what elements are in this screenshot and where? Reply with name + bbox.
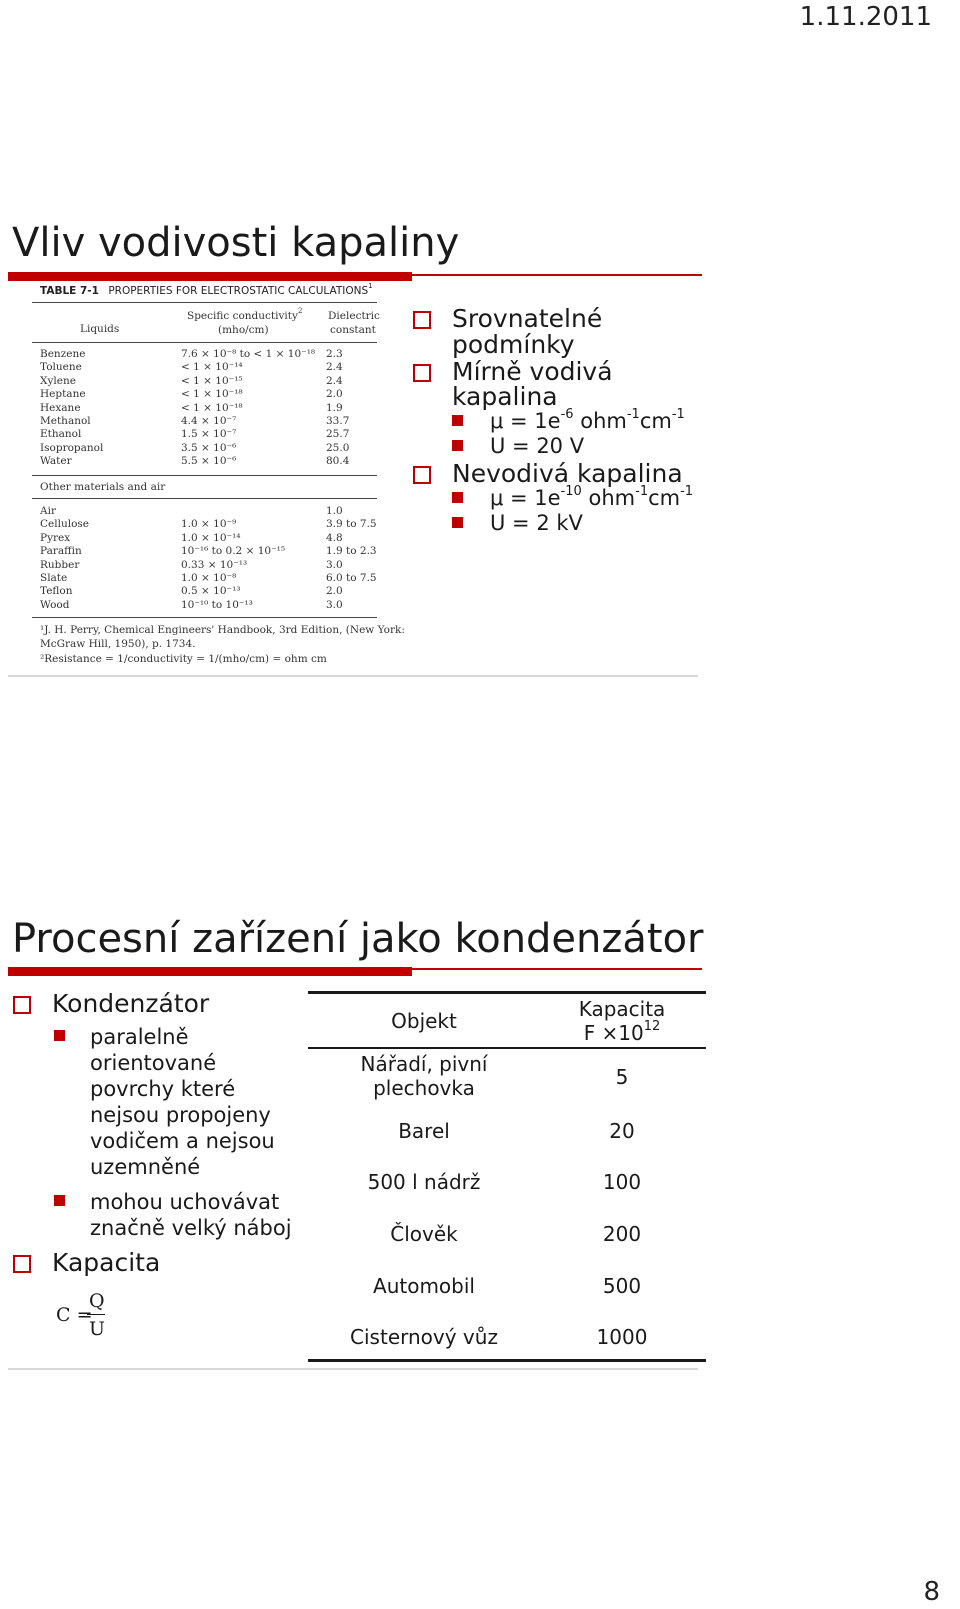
page-number: 8 [923, 1577, 940, 1607]
filled-square-bullet-icon [452, 492, 463, 503]
material-name: Slate [40, 572, 68, 584]
material-name: Hexane [40, 401, 81, 414]
capacitance-formula [56, 1292, 116, 1342]
formula-lhs: C = [56, 1304, 93, 1326]
text-line: vodičem a nejsou [90, 1129, 275, 1153]
table-row [40, 545, 380, 558]
conductivity-value: 1.0 × 10⁻¹⁴ [181, 531, 241, 544]
table-rule [32, 498, 377, 499]
dielectric-value: 2.3 [326, 348, 343, 360]
table-cell-object: 500 l nádrž [367, 1170, 481, 1194]
open-square-bullet-icon [413, 311, 431, 329]
filled-square-bullet-icon [452, 440, 463, 451]
slide-title: Procesní zařízení jako kondenzátor [12, 916, 704, 962]
conductivity-value: 0.33 × 10⁻¹³ [181, 558, 248, 571]
table-row [40, 505, 380, 518]
bullet-mu-1e-6 [490, 408, 685, 434]
title-underline [8, 272, 412, 281]
table-rule [32, 475, 377, 476]
formula-denominator: U [89, 1318, 106, 1340]
table-row [40, 559, 380, 572]
header-objekt: Objekt [391, 1009, 457, 1033]
dielectric-value: 2.4 [326, 374, 343, 387]
slide-title: Vliv vodivosti kapaliny [12, 220, 460, 266]
table-row [40, 361, 380, 374]
table-bottom-rule [308, 1359, 706, 1362]
formula-numerator: Q [89, 1290, 105, 1312]
table-cell-object: Člověk [390, 1222, 458, 1246]
text-line: uzemněné [90, 1155, 201, 1179]
dielectric-value: 4.8 [326, 531, 343, 544]
col-header-conductivity [187, 306, 303, 322]
dielectric-value: 2.4 [326, 361, 343, 374]
col-header-conductivity-line2: (mho/cm) [218, 324, 269, 336]
filled-square-bullet-icon [54, 1030, 65, 1041]
table-row [40, 599, 380, 612]
table-cell-object: Automobil [373, 1274, 475, 1298]
material-name: Methanol [40, 415, 91, 427]
material-name: Cellulose [40, 518, 90, 531]
slide2-bottom-rule [8, 1368, 698, 1370]
table-cell-object: Cisternový vůz [350, 1325, 498, 1349]
conductivity-value: 3.5 × 10⁻⁶ [181, 441, 237, 454]
table-row [40, 402, 380, 415]
bullet-paralelne-orientovane [90, 1024, 275, 1180]
table-rule [32, 302, 377, 303]
table-row [40, 532, 380, 545]
conductivity-value: 10⁻¹⁰ to 10⁻¹³ [181, 598, 253, 611]
bullet-mu-1e-10 [490, 485, 693, 511]
dielectric-value: 25.7 [326, 428, 350, 441]
table-caption-text: PROPERTIES FOR ELECTROSTATIC CALCULATIONS [108, 285, 369, 297]
table-cell-object: Barel [398, 1119, 450, 1143]
other-materials-heading: Other materials and air [40, 481, 166, 493]
material-name: Air [40, 505, 56, 517]
table-cell-value: 5 [615, 1065, 629, 1089]
unit-cm: cm [648, 486, 681, 510]
material-name: Toluene [40, 361, 82, 374]
bullet-mirne-vodiva-line1: Mírně vodivá [452, 357, 613, 386]
bullet-srovnatelne-line2: podmínky [452, 330, 575, 359]
mu-value: μ = 1e [490, 486, 561, 510]
table-caption-sup: 1 [368, 281, 373, 290]
filled-square-bullet-icon [54, 1195, 65, 1206]
col-header-conductivity-sup: 2 [297, 306, 303, 315]
filled-square-bullet-icon [452, 415, 463, 426]
bullet-u-20v: U = 20 V [490, 434, 585, 458]
table-top-rule [308, 991, 706, 994]
dielectric-value: 6.0 to 7.5 [326, 572, 377, 584]
mu-exponent: -10 [560, 484, 582, 499]
dielectric-value: 3.9 to 7.5 [326, 518, 377, 531]
header-kapacita-exp: 12 [643, 1019, 661, 1035]
dielectric-value: 3.0 [326, 598, 343, 611]
open-square-bullet-icon [13, 996, 31, 1014]
table-cell-value: 20 [609, 1119, 635, 1143]
title-underline-thin [412, 968, 702, 970]
fraction-bar [87, 1314, 105, 1315]
conductivity-value: 7.6 × 10⁻⁸ to < 1 × 10⁻¹⁸ [181, 348, 316, 360]
material-name: Water [40, 455, 72, 468]
open-square-bullet-icon [413, 364, 431, 382]
object-line1: Nářadí, pivní [360, 1052, 488, 1076]
col-header-liquids: Liquids [80, 323, 120, 335]
unit-ohm-exp: -1 [626, 407, 640, 422]
conductivity-value: 5.5 × 10⁻⁶ [181, 455, 237, 468]
conductivity-value: 4.4 × 10⁻⁷ [181, 415, 237, 427]
dielectric-value: 33.7 [326, 415, 350, 427]
table-rule [32, 617, 377, 618]
material-name: Paraffin [40, 545, 82, 558]
text-line: značně velký náboj [90, 1216, 292, 1240]
table-row [40, 428, 380, 441]
dielectric-value: 2.0 [326, 388, 343, 401]
table-row [40, 572, 380, 585]
open-square-bullet-icon [13, 1255, 31, 1273]
mu-value: μ = 1e [490, 409, 561, 433]
unit-cm-exp: -1 [680, 484, 694, 499]
dielectric-value: 3.0 [326, 558, 343, 571]
bullet-mohou-uchovavat [90, 1189, 292, 1241]
header-kapacita [524, 997, 720, 1045]
table-row [40, 442, 380, 455]
conductivity-value: < 1 × 10⁻¹⁴ [181, 361, 243, 374]
text-line: mohou uchovávat [90, 1190, 280, 1214]
material-name: Benzene [40, 348, 86, 360]
bullet-srovnatelne-line1: Srovnatelné [452, 304, 603, 333]
material-name: Isopropanol [40, 441, 104, 454]
bullet-u-2kv: U = 2 kV [490, 511, 583, 535]
unit-ohm: ohm [581, 486, 636, 510]
table-cell-object [326, 1052, 522, 1100]
conductivity-value: 1.0 × 10⁻⁸ [181, 572, 237, 584]
material-name: Heptane [40, 388, 86, 401]
table-row [40, 375, 380, 388]
material-name: Rubber [40, 558, 80, 571]
bullet-kondenzator: Kondenzátor [52, 989, 210, 1018]
dielectric-value: 2.0 [326, 585, 343, 598]
text-line: nejsou propojeny [90, 1103, 271, 1127]
table-footnote-1-line1: ¹J. H. Perry, Chemical Engineers' Handbook, 3rd Edition, (New York: [40, 624, 405, 636]
slide1-bottom-rule [8, 675, 698, 677]
table-row [40, 518, 380, 531]
conductivity-value: < 1 × 10⁻¹⁸ [181, 401, 243, 414]
open-square-bullet-icon [413, 466, 431, 484]
table-row [40, 585, 380, 598]
unit-cm-exp: -1 [671, 407, 685, 422]
table-footnote-1-line2: McGraw Hill, 1950), p. 1734. [40, 638, 196, 650]
dielectric-value: 1.9 [326, 401, 343, 414]
dielectric-value: 1.9 to 2.3 [326, 545, 377, 558]
header-kapacita-unit: F ×10 [583, 1021, 644, 1045]
date-header: 1.11.2011 [799, 2, 932, 32]
material-name: Teflon [40, 585, 73, 598]
col-header-conductivity-line1: Specific conductivity [187, 310, 298, 322]
title-underline-thin [412, 274, 702, 276]
table-footnote-2: ²Resistance = 1/conductivity = 1/(mho/cm) = ohm cm [40, 653, 327, 665]
header-kapacita-line2 [524, 1021, 720, 1045]
unit-ohm-exp: -1 [635, 484, 649, 499]
unit-cm: cm [639, 409, 672, 433]
bullet-nevodiva-kapalina: Nevodivá kapalina [452, 459, 683, 488]
conductivity-value: 0.5 × 10⁻¹³ [181, 585, 241, 598]
filled-square-bullet-icon [452, 517, 463, 528]
conductivity-value: < 1 × 10⁻¹⁸ [181, 388, 243, 401]
table-row [40, 415, 380, 428]
table-row [40, 455, 380, 468]
material-name: Xylene [40, 374, 76, 387]
text-line: povrchy které [90, 1077, 236, 1101]
col-header-dielectric-line1: Dielectric [328, 310, 380, 322]
mu-exponent: -6 [560, 407, 574, 422]
dielectric-value: 1.0 [326, 505, 343, 517]
dielectric-value: 80.4 [326, 455, 350, 468]
table-row [40, 348, 380, 361]
dielectric-value: 25.0 [326, 441, 350, 454]
material-name: Wood [40, 598, 70, 611]
material-name: Ethanol [40, 428, 82, 441]
object-line2: plechovka [373, 1076, 475, 1100]
header-kapacita-line1: Kapacita [578, 997, 666, 1021]
unit-ohm: ohm [573, 409, 627, 433]
table-cell-value: 500 [602, 1274, 642, 1298]
conductivity-value: 1.0 × 10⁻⁹ [181, 518, 237, 531]
table-caption-number: TABLE 7-1 [40, 285, 99, 297]
table-cell-value: 200 [602, 1222, 642, 1246]
bullet-mirne-vodiva-line2: kapalina [452, 382, 558, 411]
bullet-kapacita: Kapacita [52, 1248, 161, 1277]
col-header-dielectric-line2: constant [330, 324, 376, 336]
table-row [40, 388, 380, 401]
table-rule [32, 342, 377, 343]
conductivity-value: 10⁻¹⁶ to 0.2 × 10⁻¹⁵ [181, 545, 286, 558]
conductivity-value: < 1 × 10⁻¹⁵ [181, 374, 243, 387]
conductivity-value: 1.5 × 10⁻⁷ [181, 428, 237, 441]
text-line: orientované [90, 1051, 217, 1075]
text-line: paralelně [90, 1025, 189, 1049]
title-underline [8, 967, 412, 976]
table-header-rule [308, 1047, 706, 1049]
table-cell-value: 1000 [596, 1325, 648, 1349]
table-cell-value: 100 [602, 1170, 642, 1194]
material-name: Pyrex [40, 531, 71, 544]
